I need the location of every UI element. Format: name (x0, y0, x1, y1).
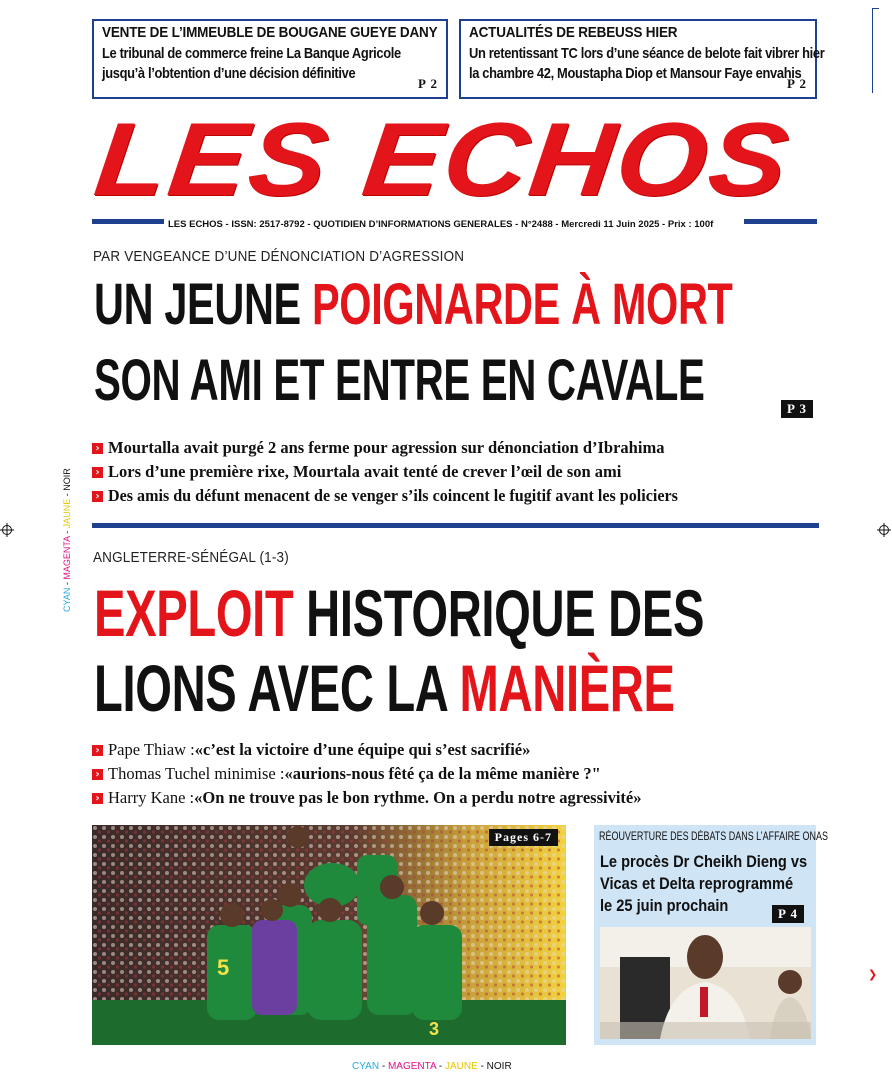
story3-line3: le 25 juin prochain (600, 896, 729, 915)
bullet-arrow-icon: › (92, 769, 103, 780)
masthead-infoline: LES ECHOS - ISSN: 2517-8792 - QUOTIDIEN D’INFORMATIONS GENERALES - N°2488 - Mercredi 11 Juin 2025 - Prix : 100f (168, 219, 714, 230)
story1-headline-line2: SON AMI ET ENTRE EN CAVALE (94, 348, 705, 413)
story1-headline-line1: UN JEUNE POIGNARDE À MORT (94, 272, 733, 337)
registration-mark-right (877, 523, 891, 537)
svg-text:5: 5 (217, 955, 230, 980)
section-divider (92, 523, 819, 528)
crop-mark-top-right (872, 8, 879, 93)
story2-bullets (92, 738, 822, 810)
story2-kicker: ANGLETERRE-SÉNÉGAL (1-3) (93, 549, 289, 566)
photo-page-ref: Pages 6-7 (489, 829, 558, 846)
bullet-arrow-icon: › (92, 793, 103, 804)
bullet-arrow-icon: › (92, 491, 103, 502)
bullet-arrow-icon: › (92, 745, 103, 756)
red-arrow-margin-icon: ❯ (868, 968, 878, 981)
story2-bullet: › Pape Thiaw : «c’est la victoire d’une équipe qui s’est sacrifié» (92, 738, 822, 762)
football-celebration-photo (92, 825, 566, 1045)
registration-mark-left (0, 523, 14, 537)
story2-headline-line1: EXPLOIT HISTORIQUE DES (94, 576, 705, 650)
court-photo-illustration (600, 927, 811, 1039)
masthead-rule-right (744, 219, 817, 224)
masthead-logo: LES ECHOS (89, 102, 797, 218)
story1-page-ref: P 3 (781, 400, 813, 418)
football-photo-illustration (92, 825, 566, 1045)
story3-kicker: RÉOUVERTURE DES DÉBATS DANS L’AFFAIRE ONAS (599, 831, 828, 843)
teaser-left-line1: Le tribunal de commerce freine La Banque Agricole (102, 45, 401, 62)
teaser-right-line1: Un retentissant TC lors d’une séance de belote fait vibrer hier (469, 45, 825, 62)
teaser-right-line2: la chambre 42, Moustapha Diop et Mansour Faye envahis (469, 65, 802, 82)
teaser-left[interactable] (92, 19, 448, 99)
teaser-right[interactable] (459, 19, 825, 99)
story2-bullet: › Thomas Tuchel minimise : «aurions-nous fêté ça de la même manière ?" (92, 762, 822, 786)
cmyk-side-strip: CYAN - MAGENTA - JAUNE - NOIR (62, 468, 72, 612)
teaser-right-page-ref: P 2 (787, 76, 807, 91)
story2-headline-line2: LIONS AVEC LA MANIÈRE (94, 651, 675, 725)
story3-line1: Le procès Dr Cheikh Dieng vs (600, 852, 808, 871)
story1-bullet: › Mourtalla avait purgé 2 ans ferme pour agression sur dénonciation d’Ibrahima (92, 436, 822, 460)
cmyk-bottom-strip: CYAN - MAGENTA - JAUNE - NOIR (352, 1061, 512, 1072)
svg-text:3: 3 (429, 1019, 440, 1039)
story1-kicker: PAR VENGEANCE D’UNE DÉNONCIATION D’AGRESSION (93, 248, 465, 265)
masthead-rule-left (92, 219, 164, 224)
story3-panel[interactable] (594, 825, 828, 1045)
story1-bullet: › Lors d’une première rixe, Mourtala avait tenté de crever l’œil de son ami (92, 460, 822, 484)
story1-bullets (92, 436, 822, 508)
story1-bullet: › Des amis du défunt menacent de se venger s’ils coincent le fugitif avant les policiers (92, 484, 822, 508)
teaser-left-page-ref: P 2 (418, 76, 438, 91)
teaser-left-line2: jusqu’à l’obtention d’une décision définitive (102, 65, 356, 82)
story3-page-ref: P 4 (772, 905, 804, 923)
teaser-right-title: ACTUALITÉS DE REBEUSS HIER (469, 24, 678, 41)
bullet-arrow-icon: › (92, 443, 103, 454)
story3-line2: Vicas et Delta reprogrammé (600, 874, 794, 893)
teaser-left-title: VENTE DE L’IMMEUBLE DE BOUGANE GUEYE DANY (102, 24, 438, 41)
court-photo (600, 927, 811, 1039)
bullet-arrow-icon: › (92, 467, 103, 478)
story2-bullet: › Harry Kane : «On ne trouve pas le bon rythme. On a perdu notre agressivité» (92, 786, 822, 810)
